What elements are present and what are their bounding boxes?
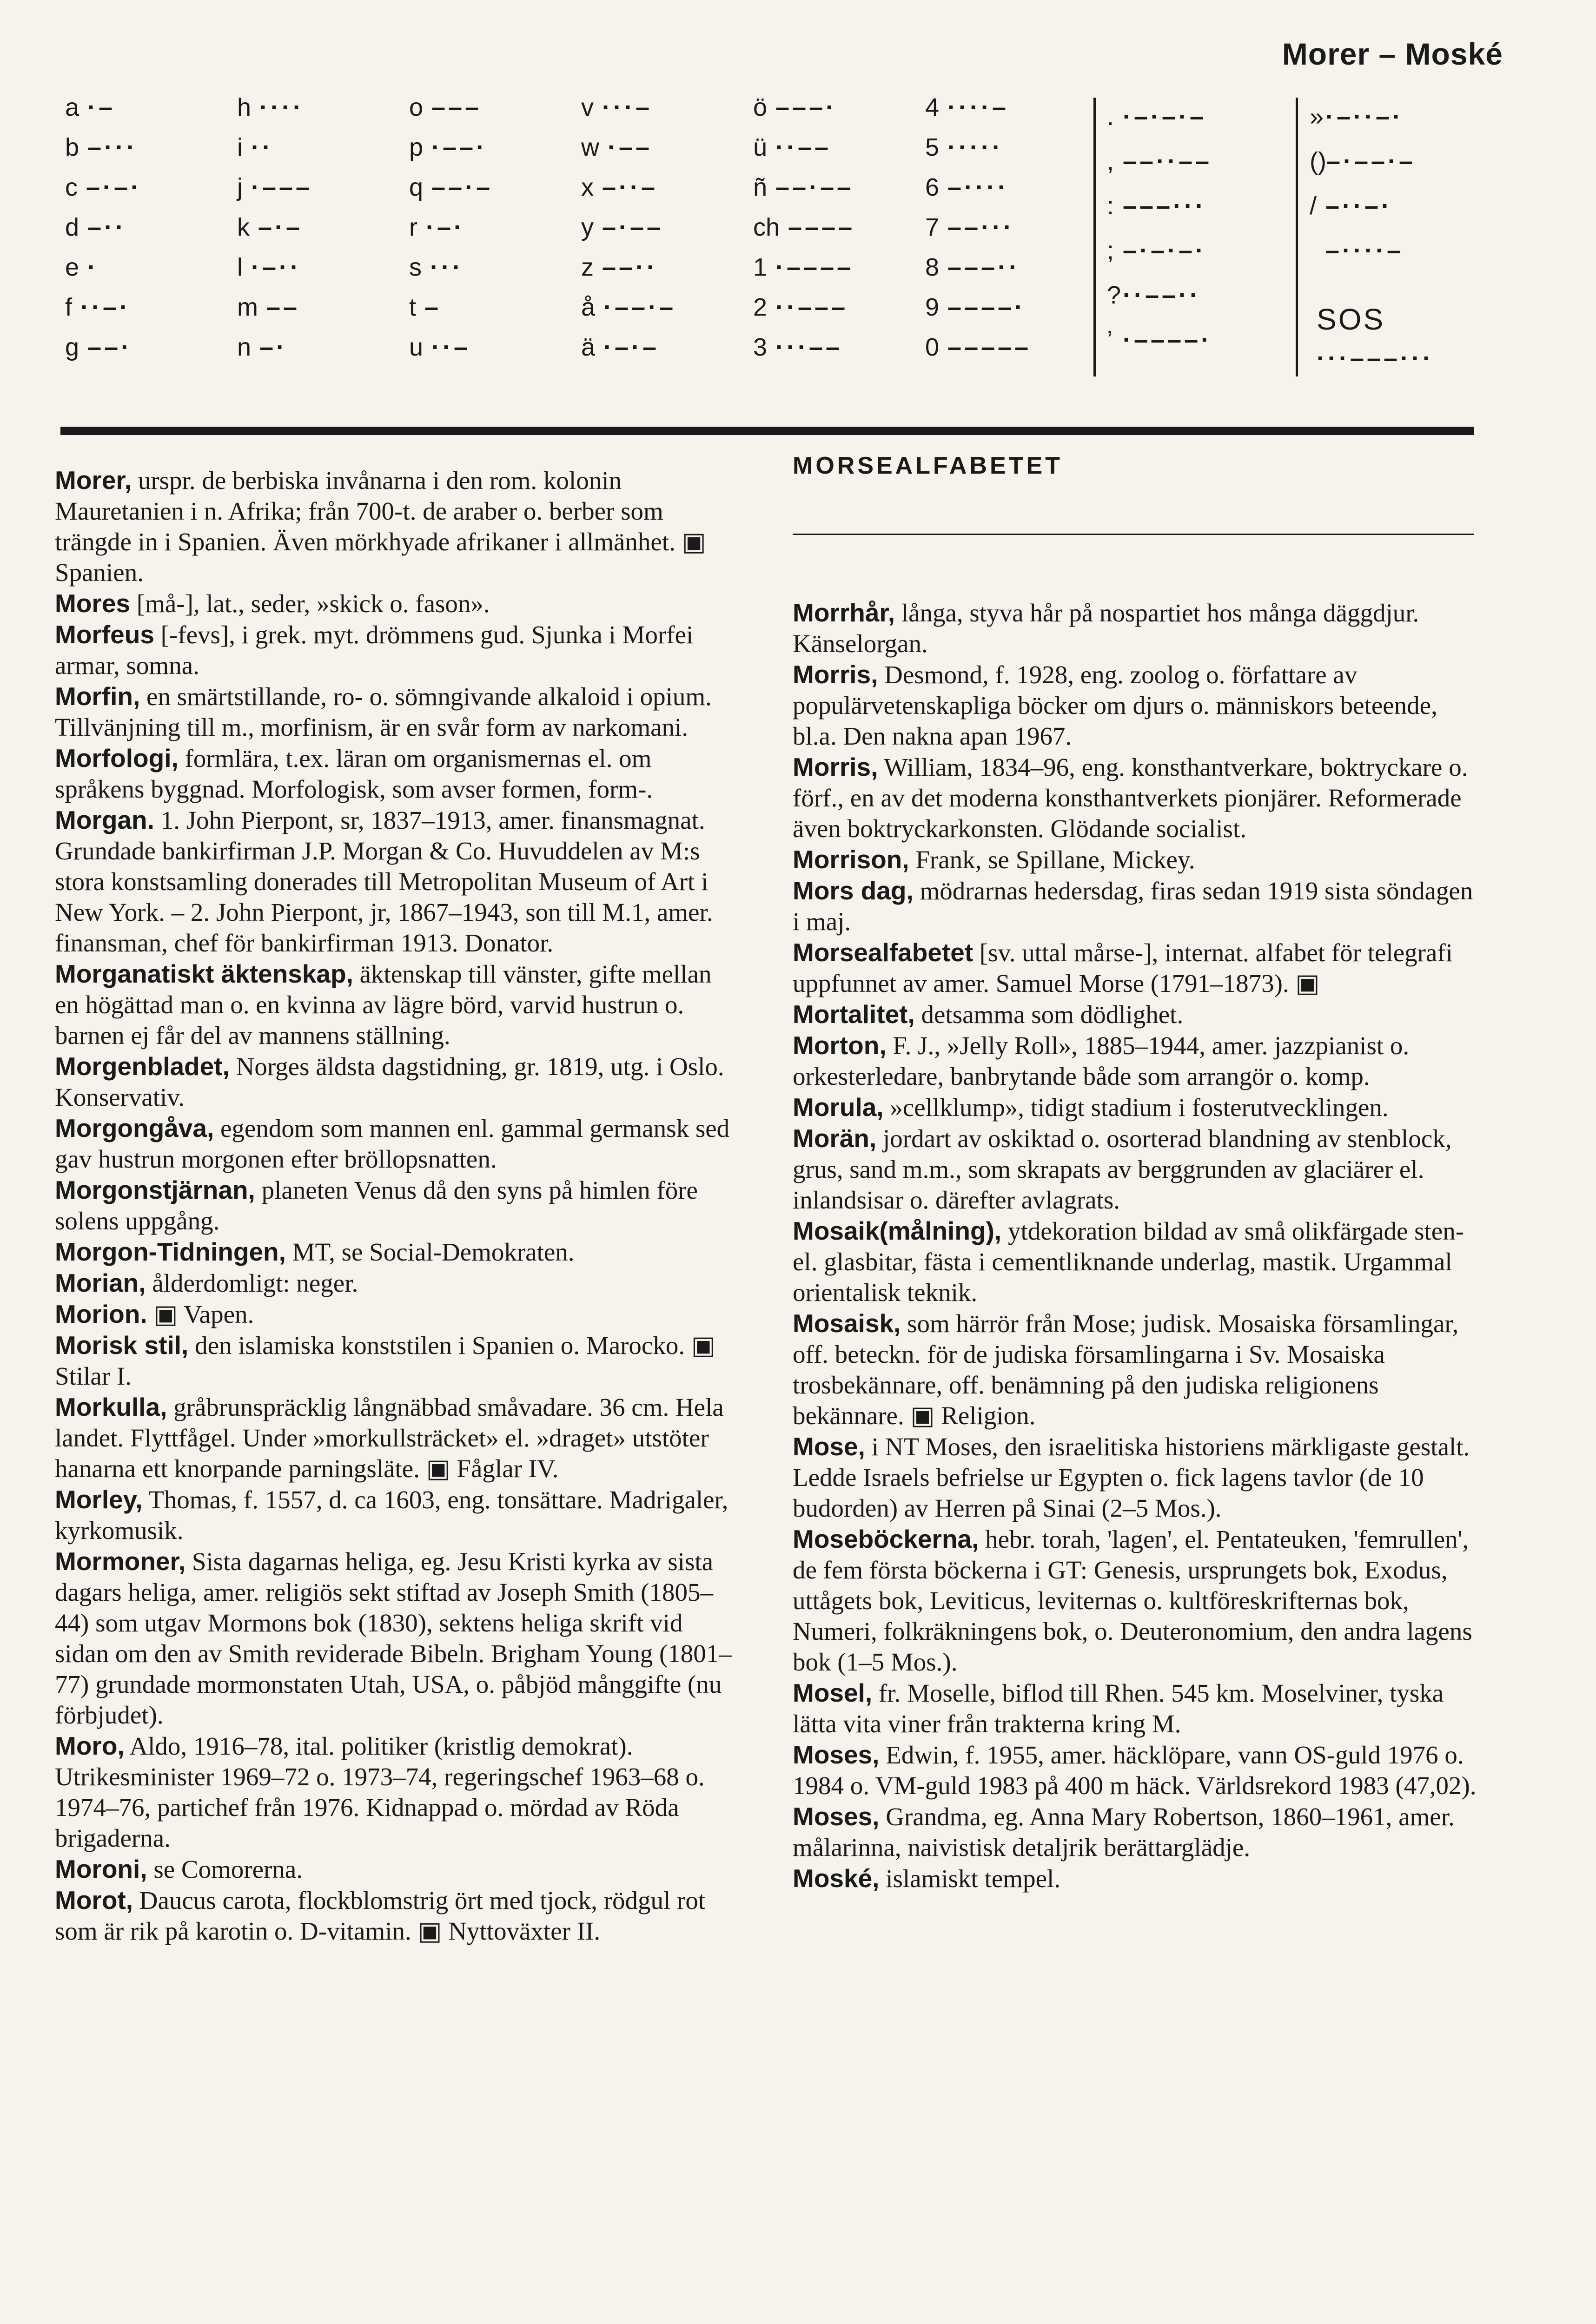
morse-code: ·––––	[775, 253, 854, 281]
morse-code: ––·	[87, 333, 132, 361]
morse-row	[581, 293, 676, 330]
morse-table	[65, 93, 1088, 381]
entry-definition: Norges äldsta dagstidning, gr. 1819, utg. i Oslo. Konservativ.	[55, 1052, 724, 1111]
entry-headword: Morsealfabetet	[793, 938, 973, 967]
entry-headword: Morion.	[55, 1300, 147, 1328]
morse-char: y	[581, 213, 594, 241]
morse-row	[581, 213, 663, 250]
entry-headword: Morganatiskt äktenskap,	[55, 959, 353, 988]
morse-row	[65, 133, 138, 170]
morse-row	[65, 253, 99, 290]
entry-headword: Moseböckerna,	[793, 1525, 979, 1553]
entry-definition: gråbrunspräcklig långnäbbad småvadare. 36 cm. Hela landet. Flyttfågel. Under »morkullsträcket» el. »draget» utstöter hanarna ett knorpande parningsläte. ▣ Fåglar IV.	[55, 1393, 724, 1483]
entry-headword: Morton,	[793, 1031, 887, 1060]
punctuation-code: –··–·	[1325, 192, 1393, 220]
morse-char: o	[409, 93, 424, 121]
morse-char: z	[581, 253, 594, 281]
entry-headword: Morula,	[793, 1093, 884, 1122]
punctuation-char: :	[1107, 192, 1114, 220]
morse-row	[925, 333, 1031, 370]
dictionary-entry	[793, 752, 1478, 844]
morse-row	[65, 293, 131, 330]
morse-code: ·–––	[251, 173, 313, 201]
entry-definition: planeten Venus då den syns på himlen före solens uppgång.	[55, 1176, 698, 1235]
morse-code: –––·	[775, 93, 837, 121]
entry-headword: Moses,	[793, 1740, 880, 1769]
morse-char: 7	[925, 213, 940, 241]
morse-code: ––·–	[431, 173, 493, 201]
dictionary-entry	[55, 1330, 738, 1392]
entry-definition: egendom som mannen enl. gammal germansk sed gav hustrun morgonen efter bröllopsnatten.	[55, 1114, 730, 1173]
dictionary-entry	[55, 1175, 738, 1236]
entry-definition: jordart av oskiktad o. osorterad blandning av stenblock, grus, sand m.m., som skrapats av berggrunden av glaciärer el. inlandsisar o. därefter avlagrats.	[793, 1124, 1452, 1214]
morse-char: m	[237, 293, 258, 321]
dictionary-entry	[793, 1431, 1478, 1524]
dictionary-entry	[793, 1092, 1478, 1123]
morse-char: f	[65, 293, 73, 321]
dictionary-entry	[793, 597, 1478, 659]
morse-char: b	[65, 133, 79, 161]
morse-char: d	[65, 213, 79, 241]
morse-row	[753, 293, 848, 330]
morse-row	[237, 293, 300, 330]
dictionary-entry	[55, 1113, 738, 1175]
entry-headword: Morley,	[55, 1485, 143, 1514]
punctuation-char: /	[1310, 192, 1317, 220]
punctuation-code: ––··––	[1123, 147, 1212, 175]
morse-char: 3	[753, 333, 768, 361]
morse-char: x	[581, 173, 594, 201]
dictionary-entry	[793, 1739, 1478, 1801]
morse-row	[237, 253, 301, 290]
entry-headword: Mosaik(målning),	[793, 1216, 1002, 1245]
punctuation-char: ,	[1107, 147, 1114, 175]
morse-code: –––	[431, 93, 482, 121]
entry-definition: Daucus carota, flockblomstrig ört med tjock, rödgul rot som är rik på karotin o. D-vitamin. ▣ Nyttoväxter II.	[55, 1886, 706, 1945]
morse-code: –	[424, 293, 442, 321]
morse-char: q	[409, 173, 424, 201]
morse-row	[409, 173, 493, 210]
entry-headword: Morgan.	[55, 805, 154, 834]
entry-definition: urspr. de berbiska invånarna i den rom. kolonin Mauretanien i n. Afrika; från 700-t. de araber o. berber som trängde in i Spanien. Även mörkhyade afrikaner i allmänhet. ▣ Spanien.	[55, 466, 706, 587]
dictionary-entry	[55, 1299, 738, 1330]
page-header-title: Morer – Moské	[1282, 37, 1503, 71]
section-divider-rule	[60, 427, 1474, 435]
morse-code: ––––	[788, 213, 855, 241]
morse-code: ·––	[608, 133, 653, 161]
entry-definition: långa, styva hår på nospartiet hos många däggdjur. Känselorgan.	[793, 599, 1419, 658]
dictionary-entry	[793, 937, 1478, 999]
morse-code: –·––	[602, 213, 664, 241]
morse-code: ·––·–	[603, 293, 676, 321]
punctuation-row	[1310, 147, 1416, 176]
punctuation-char: ?	[1107, 281, 1121, 309]
morse-code: ––	[266, 293, 300, 321]
morse-code: –··	[87, 213, 127, 241]
entry-definition: [må-], lat., seder, »skick o. fason».	[130, 589, 490, 618]
morse-row	[581, 133, 652, 170]
morse-code: ··–	[431, 333, 471, 361]
morse-code: ···––	[775, 333, 843, 361]
morse-row	[237, 333, 287, 370]
entry-definition: detsamma som dödlighet.	[914, 1000, 1184, 1029]
entry-headword: Moroni,	[55, 1855, 147, 1883]
dictionary-entry	[793, 1863, 1478, 1894]
entry-headword: Mortalitet,	[793, 1000, 915, 1029]
morse-row	[925, 253, 1020, 290]
morse-code: –···	[87, 133, 138, 161]
dictionary-entry	[55, 1546, 738, 1730]
entry-definition: Desmond, f. 1928, eng. zoolog o. författare av populärvetenskapliga böcker om djurs o. människors beteende, bl.a. Den nakna apan 1967.	[793, 660, 1437, 750]
morse-code: ···	[430, 253, 464, 281]
morse-code: ····	[259, 93, 304, 121]
morse-char: 9	[925, 293, 940, 321]
entry-headword: Morfin,	[55, 682, 140, 711]
dictionary-entry	[793, 1030, 1478, 1092]
morse-code: ·––·	[431, 133, 488, 161]
dictionary-entry	[55, 743, 738, 805]
morse-code: ··–·	[80, 293, 131, 321]
punctuation-row	[1107, 191, 1206, 220]
morse-row	[409, 93, 482, 130]
morse-row	[409, 253, 464, 290]
entry-definition: den islamiska konststilen i Spanien o. Marocko. ▣ Stilar I.	[55, 1331, 715, 1390]
entry-definition: hebr. torah, 'lagen', el. Pentateuken, 'femrullen', de fem första böckerna i GT: Genesis, ursprungets bok, Exodus, uttågets bok, Leviticus, leviternas o. kultföreskrifternas bok, Numeri, folkräkningens bok, o. Deuteronomium, den andra lagens bok (1–5 Mos.).	[793, 1525, 1472, 1676]
morse-char: s	[409, 253, 422, 281]
morse-char: å	[581, 293, 596, 321]
morse-row	[925, 173, 1009, 210]
entry-headword: Morrhår,	[793, 598, 895, 627]
dictionary-entry	[793, 1308, 1478, 1431]
entry-definition: ▣ Vapen.	[147, 1300, 254, 1328]
entry-headword: Morris,	[793, 753, 878, 781]
entry-headword: Morgon-Tidningen,	[55, 1237, 286, 1266]
morse-char: 0	[925, 333, 940, 361]
morse-code: ··	[251, 133, 273, 161]
entry-headword: Morfologi,	[55, 744, 179, 772]
entry-headword: Moské,	[793, 1864, 880, 1893]
punctuation-code: –––···	[1123, 192, 1207, 220]
sos-label: SOS	[1317, 303, 1385, 336]
dictionary-entry	[793, 999, 1478, 1030]
morse-row	[409, 333, 470, 370]
punctuation-row	[1107, 325, 1212, 354]
morse-code: ···–	[602, 93, 652, 121]
entry-headword: Mors dag,	[793, 876, 914, 905]
morse-row	[925, 213, 1014, 250]
entry-headword: Morfeus	[55, 620, 154, 649]
punctuation-char: »	[1310, 103, 1324, 131]
dictionary-entry	[55, 1885, 738, 1947]
morse-code: –·–	[258, 213, 303, 241]
morse-char: j	[237, 173, 243, 201]
entry-headword: Morian,	[55, 1268, 146, 1297]
punctuation-row	[1107, 281, 1201, 310]
entry-definition: Frank, se Spillane, Mickey.	[909, 845, 1195, 874]
entry-definition: Edwin, f. 1955, amer. häcklöpare, vann OS-guld 1976 o. 1984 o. VM-guld 1983 på 400 m häck. Världsrekord 1983 (47,02).	[793, 1741, 1477, 1800]
morse-char: k	[237, 213, 250, 241]
dictionary-entry	[55, 619, 738, 681]
morse-code: ·–··	[251, 253, 301, 281]
entry-headword: Morrison,	[793, 845, 909, 874]
dictionary-entry	[55, 1730, 738, 1854]
entry-definition: ytdekoration bildad av små olikfärgade sten- el. glasbitar, fästa i cementliknande underlag, mastik. Urgammal orientalisk teknik.	[793, 1217, 1464, 1307]
punctuation-code: –····–	[1325, 237, 1404, 264]
entry-definition: se Comorerna.	[147, 1855, 303, 1883]
morse-row	[409, 293, 441, 330]
morse-char: w	[581, 133, 599, 161]
entry-definition: Sista dagarnas heliga, eg. Jesu Kristi kyrka av sista dagars heliga, amer. religiös sekt stiftad av Joseph Smith (1805–44) som utgav Mormons bok (1830), sektens heliga skrift vid sidan om den av Smith reviderade Bibeln. Brigham Young (1801–77) grundade mormonstaten Utah, USA, o. påbjöd månggifte (nu förbjudet).	[55, 1547, 732, 1729]
dictionary-entry	[793, 1524, 1478, 1677]
entry-definition: som härrör från Mose; judisk. Mosaiska församlingar, off. beteckn. för de judiska församlingarna i Sv. Mosaiska trosbekännare, off. benämning på den judiska religionens bekännare. ▣ Religion.	[793, 1309, 1459, 1430]
entry-headword: Mormoner,	[55, 1547, 186, 1576]
morse-char: 2	[753, 293, 768, 321]
entry-definition: »cellklump», tidigt stadium i fosterutvecklingen.	[883, 1093, 1389, 1122]
morse-row	[753, 93, 837, 130]
morse-code: ––···	[947, 213, 1015, 241]
morse-row	[65, 333, 132, 370]
morse-code: –––··	[947, 253, 1020, 281]
dictionary-entry	[55, 1268, 738, 1299]
dictionary-entry	[55, 958, 738, 1051]
morse-row	[925, 133, 1003, 170]
morse-code: ––·––	[775, 173, 854, 201]
punctuation-code: –·––·–	[1326, 147, 1416, 175]
entry-headword: Morot,	[55, 1886, 133, 1915]
morse-code: ·–·–	[603, 333, 660, 361]
punctuation-code: ·–··–·	[1325, 103, 1404, 131]
morse-caption: MORSEALFABETET	[793, 452, 1063, 479]
dictionary-entry	[793, 1123, 1478, 1215]
left-column	[55, 465, 738, 1947]
entry-definition: islamiskt tempel.	[879, 1864, 1061, 1893]
dictionary-entry	[793, 1215, 1478, 1308]
punctuation-code: ·–·–·–	[1123, 103, 1207, 131]
dictionary-entry	[55, 1484, 738, 1546]
morse-char: i	[237, 133, 243, 161]
punctuation-code: ·––––·	[1123, 326, 1212, 354]
entry-definition: MT, se Social-Demokraten.	[285, 1238, 575, 1266]
morse-code: ····–	[947, 93, 1009, 121]
entry-headword: Mosaisk,	[793, 1309, 901, 1338]
morse-char: p	[409, 133, 424, 161]
morse-char: 4	[925, 93, 940, 121]
morse-row	[753, 333, 842, 370]
dictionary-entry	[55, 465, 738, 588]
morse-char: a	[65, 93, 79, 121]
punctuation-row	[1310, 236, 1404, 265]
punctuation-row	[1107, 102, 1206, 131]
morse-row	[409, 213, 465, 250]
dictionary-entry	[55, 1854, 738, 1885]
morse-char: h	[237, 93, 252, 121]
morse-row	[237, 173, 312, 210]
punctuation-char: ’	[1107, 326, 1113, 354]
morse-char: c	[65, 173, 78, 201]
entry-definition: mödrarnas hedersdag, firas sedan 1919 sista söndagen i maj.	[793, 877, 1473, 936]
entry-definition: 1. John Pierpont, sr, 1837–1913, amer. finansmagnat. Grundade bankirfirman J.P. Morgan & Co. Huvuddelen av M:s stora konstsamling donerades till Metropolitan Museum of Art i New York. – 2. John Pierpont, jr, 1867–1943, son till M.1, amer. finansman, chef för bankirfirman 1913. Donator.	[55, 806, 713, 957]
entry-headword: Morer,	[55, 466, 132, 495]
entry-definition: [sv. uttal mårse-], internat. alfabet för telegrafi uppfunnet av amer. Samuel Morse (1791–1873). ▣	[793, 938, 1453, 997]
morse-code: –·	[259, 333, 288, 361]
right-column	[793, 597, 1478, 1894]
morse-code: ··––	[775, 133, 832, 161]
entry-definition: i NT Moses, den israelitiska historiens märkligaste gestalt. Ledde Israels befrielse ur Egypten o. fick lagens tavlor (de 10 budorden) av Herren på Sinai (2–5 Mos.).	[793, 1433, 1470, 1522]
entry-headword: Morris,	[793, 660, 878, 689]
entry-definition: [-fevs], i grek. myt. drömmens gud. Sjunka i Morfei armar, somna.	[55, 621, 694, 680]
dictionary-entry	[55, 1392, 738, 1484]
morse-char: 5	[925, 133, 940, 161]
entry-definition: ålderdomligt: neger.	[146, 1269, 358, 1297]
morse-char: ä	[581, 333, 596, 361]
morse-code: –··–	[602, 173, 658, 201]
dictionary-entry	[793, 844, 1478, 875]
morse-code: ·–	[87, 93, 116, 121]
entry-headword: Mores	[55, 589, 130, 618]
morse-code: –····	[947, 173, 1009, 201]
punctuation-code: –·–·–·	[1123, 237, 1207, 264]
morse-char: u	[409, 333, 424, 361]
dictionary-entry	[55, 1051, 738, 1113]
morse-char: l	[237, 253, 243, 281]
dictionary-entry	[55, 805, 738, 958]
morse-char: t	[409, 293, 417, 321]
entry-definition: Grandma, eg. Anna Mary Robertson, 1860–1961, amer. målarinna, naivistisk detaljrik berättarglädje.	[793, 1802, 1455, 1862]
morse-row	[581, 173, 658, 210]
entry-headword: Morgonstjärnan,	[55, 1175, 255, 1204]
morse-char: 1	[753, 253, 768, 281]
morse-row	[581, 333, 659, 370]
entry-headword: Mosel,	[793, 1678, 873, 1707]
dictionary-entry	[55, 588, 738, 619]
entry-definition: Thomas, f. 1557, d. ca 1603, eng. tonsättare. Madrigaler, kyrkomusik.	[55, 1486, 728, 1545]
morse-char: 8	[925, 253, 940, 281]
morse-char: ch	[753, 213, 780, 241]
entry-headword: Morkulla,	[55, 1393, 167, 1421]
entry-headword: Morisk stil,	[55, 1331, 189, 1360]
morse-row	[925, 93, 1009, 130]
sos-code: ···–––···	[1317, 344, 1434, 372]
morse-char: r	[409, 213, 417, 241]
morse-code: ·–·	[425, 213, 465, 241]
morse-char: v	[581, 93, 594, 121]
morse-row	[581, 93, 652, 130]
dictionary-entry	[793, 875, 1478, 937]
morse-char: n	[237, 333, 252, 361]
morse-row	[581, 253, 658, 290]
punctuation-row	[1107, 147, 1212, 176]
dictionary-entry	[55, 681, 738, 743]
punctuation-char: ()	[1310, 147, 1326, 175]
morse-row	[753, 213, 855, 250]
morse-row	[65, 213, 126, 250]
entry-definition: en smärtstillande, ro- o. sömngivande alkaloid i opium. Tillvänjning till m., morfinism, är en svår form av narkomani.	[55, 682, 712, 741]
morse-row	[237, 93, 304, 130]
entry-definition: William, 1834–96, eng. konsthantverkare, boktryckare o. förf., en av det moderna konsthantverkets pionjärer. Reformerade även boktryckarkonsten. Glödande socialist.	[793, 753, 1468, 843]
morse-char: ñ	[753, 173, 768, 201]
entry-definition: Aldo, 1916–78, ital. politiker (kristlig demokrat). Utrikesminister 1969–72 o. 1973–74, regeringschef 1963–68 o. 1974–76, partichef från 1976. Kidnappad o. mördad av Röda brigaderna.	[55, 1732, 705, 1852]
caption-rule	[793, 534, 1474, 535]
punctuation-row	[1310, 102, 1404, 131]
morse-code: ·····	[947, 133, 1003, 161]
morse-char: e	[65, 253, 79, 281]
punctuation-char: ;	[1107, 237, 1114, 264]
punctuation-char: .	[1107, 103, 1114, 131]
punctuation-row	[1107, 236, 1206, 265]
entry-headword: Morgenbladet,	[55, 1052, 230, 1081]
entry-headword: Moses,	[793, 1802, 880, 1831]
morse-row	[925, 293, 1026, 330]
morse-char: ö	[753, 93, 768, 121]
morse-row	[65, 173, 142, 210]
entry-definition: formlära, t.ex. läran om organismernas el. om språkens byggnad. Morfologisk, som avser formen, form-.	[55, 744, 653, 803]
dictionary-entry	[793, 1677, 1478, 1739]
punctuation-divider	[1296, 98, 1298, 376]
morse-row	[65, 93, 115, 130]
entry-definition: äktenskap till vänster, gifte mellan en högättad man o. en kvinna av lägre börd, varvid hustrun o. barnen ej får del av mannens ställning.	[55, 960, 712, 1050]
morse-punctuation-box	[1093, 98, 1491, 376]
entry-definition: fr. Moselle, biflod till Rhen. 545 km. Moselviner, tyska lätta vita viner från trakterna kring M.	[793, 1679, 1444, 1738]
entry-headword: Morän,	[793, 1124, 877, 1153]
morse-code: ––––·	[947, 293, 1026, 321]
morse-char: g	[65, 333, 79, 361]
entry-headword: Mose,	[793, 1432, 865, 1461]
dictionary-entry	[793, 659, 1478, 752]
morse-row	[753, 253, 854, 290]
entry-headword: Moro,	[55, 1731, 125, 1760]
morse-code: –·–·	[86, 173, 142, 201]
morse-char: 6	[925, 173, 940, 201]
entry-definition: F. J., »Jelly Roll», 1885–1944, amer. jazzpianist o. orkesterledare, banbrytande både som arrangör o. komp.	[793, 1031, 1410, 1090]
entry-headword: Morgongåva,	[55, 1114, 214, 1142]
morse-row	[237, 213, 303, 250]
morse-row	[237, 133, 273, 170]
morse-code: ––··	[602, 253, 658, 281]
dictionary-entry	[793, 1801, 1478, 1863]
morse-row	[409, 133, 487, 170]
morse-code: ··–––	[775, 293, 848, 321]
morse-row	[753, 133, 831, 170]
morse-code: –––––	[947, 333, 1032, 361]
morse-code: ·	[87, 253, 99, 281]
punctuation-code: ··––··	[1123, 281, 1201, 309]
morse-row	[753, 173, 854, 210]
morse-char: ü	[753, 133, 768, 161]
dictionary-entry	[55, 1236, 738, 1268]
punctuation-row	[1310, 191, 1392, 220]
